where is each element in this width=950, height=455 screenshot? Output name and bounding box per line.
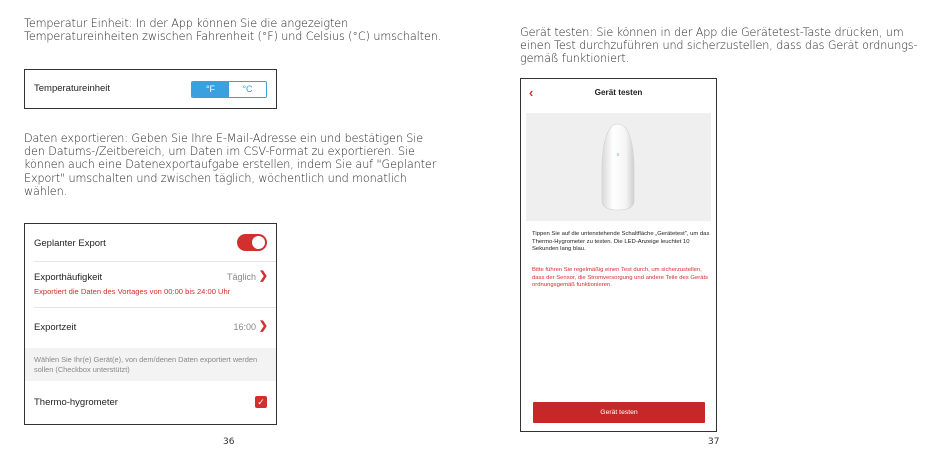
paragraph-line: Daten exportieren: Geben Sie Ihre E-Mail-Adresse ein und bestätigen Sie	[24, 132, 424, 145]
paragraph-line: Export" umschalten und zwischen täglich, wöchentlich und monatlich	[24, 171, 407, 185]
paragraph-line: einen Test durchzuführen und sicherzustellen, dass das Gerät ordnungs-	[520, 39, 918, 53]
device-test-paragraph	[520, 26, 930, 66]
scheduled-export-toggle[interactable]	[237, 234, 267, 251]
scheduled-export-card	[24, 223, 277, 425]
chevron-right-icon: ❯	[258, 270, 268, 282]
scheduled-export-label: Geplanter Export	[34, 238, 106, 249]
paragraph-line: wählen.	[24, 184, 68, 198]
device-illustration-area	[526, 113, 711, 221]
export-time-row[interactable]	[25, 308, 276, 346]
temperature-unit-toggle[interactable]	[191, 81, 267, 98]
device-selection-hint	[25, 348, 276, 381]
screen-header	[521, 79, 716, 107]
screen-title: Gerät testen	[594, 88, 643, 97]
device-test-screen	[520, 78, 717, 432]
chevron-right-icon: ❯	[258, 320, 268, 332]
export-time-value: 16:00	[233, 322, 256, 332]
page-number: 36	[223, 437, 235, 447]
paragraph-line: Gerät testen: Sie können in der App die Gerätetest-Taste drücken, um	[520, 26, 904, 39]
page-number: 37	[708, 437, 720, 447]
paragraph-line: gemäß funktioniert.	[520, 52, 630, 66]
paragraph-line: Temperatureinheiten zwischen Fahrenheit (°F) und Celsius (°C) umschalten.	[24, 30, 442, 44]
celsius-option[interactable]: °C	[229, 82, 266, 97]
thermo-hygrometer-image	[526, 113, 711, 221]
device-label: Thermo-hygrometer	[34, 397, 118, 408]
device-selection-note: Wählen Sie Ihr(e) Gerät(e), von dem/denen Daten exportiert werden sollen (Checkbox unterstützt)	[34, 355, 258, 374]
led-indicator-icon: x	[616, 152, 620, 158]
temperature-unit-label: Temperatureinheit	[34, 83, 111, 94]
export-paragraph	[24, 132, 444, 198]
temperature-paragraph	[24, 17, 444, 43]
paragraph-line: können auch eine Datenexportaufgabe erstellen, indem Sie auf "Geplanter	[24, 158, 437, 172]
export-frequency-label: Exporthäufigkeit	[34, 272, 103, 283]
export-time-label: Exportzeit	[34, 322, 77, 333]
fahrenheit-option[interactable]: °F	[192, 82, 229, 97]
export-frequency-value: Täglich	[226, 272, 256, 282]
export-frequency-note: Exportiert die Daten des Vortages von 00:00 bis 24:00 Uhr	[34, 287, 231, 296]
test-device-button[interactable]: Gerät testen	[533, 402, 705, 423]
back-chevron-icon[interactable]: ‹	[529, 85, 534, 100]
temperature-unit-card	[24, 69, 277, 109]
device-row-thermo-hygrometer[interactable]	[25, 385, 276, 423]
export-frequency-row[interactable]	[25, 262, 276, 307]
device-checkbox[interactable]: ✓	[255, 396, 267, 408]
test-warning: Bitte führen Sie regelmäßig einen Test durch, um sicherzustellen, dass der Sensor, die Stromversorgung und andere Teile des Geräts ordnungsgemäß funktionieren.	[532, 267, 709, 289]
scheduled-export-row[interactable]	[25, 224, 276, 261]
paragraph-line: Temperatur Einheit: In der App können Sie die angezeigten	[24, 17, 349, 30]
paragraph-line: den Datums-/Zeitbereich, um Daten im CSV-Format zu exportieren. Sie	[24, 145, 415, 159]
test-instructions: Tippen Sie auf die untenstehende Schaltfläche „Gerätetest", um das Thermo-Hygrometer zu testen. Die LED-Anzeige leuchtet 10 Sekunden lang blau.	[532, 231, 710, 253]
